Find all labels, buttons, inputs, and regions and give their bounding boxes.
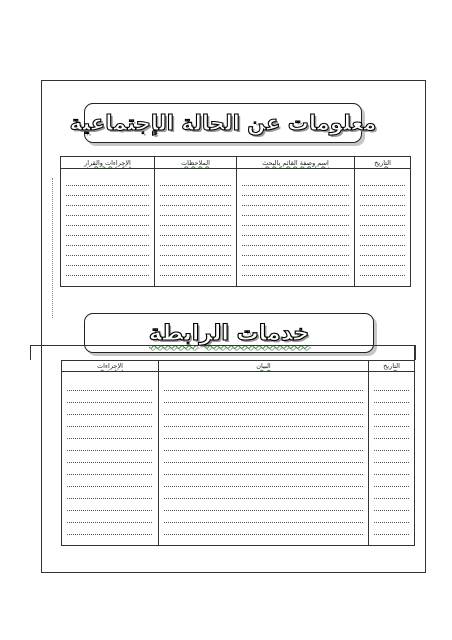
statement-entry-lines[interactable] — [159, 372, 369, 546]
column-header-notes: الملاحظات — [155, 157, 237, 169]
table-row — [62, 372, 415, 546]
actions-entry-lines[interactable] — [61, 169, 155, 287]
column-header-date: التاريخ — [355, 157, 411, 169]
league-services-title: خدمات الرابطة — [148, 320, 310, 346]
column-header-date: التاريخ — [369, 361, 415, 372]
actions-entry-lines[interactable] — [62, 372, 159, 546]
date-entry-lines[interactable] — [369, 372, 415, 546]
column-header-researcher: اسم وصفة القائم بالبحث — [237, 157, 355, 169]
social-status-title-box — [69, 103, 377, 143]
social-status-table — [60, 156, 411, 287]
table-top-strip — [30, 345, 416, 360]
researcher-entry-lines[interactable] — [237, 169, 355, 287]
social-status-title: معلومات عن الحالة الإجتماعية — [69, 111, 377, 135]
table-header-row — [62, 361, 415, 372]
table-header-row — [61, 157, 411, 169]
column-header-actions: الإجراءات — [62, 361, 159, 372]
notes-entry-lines[interactable] — [155, 169, 237, 287]
column-header-statement: البيان — [159, 361, 369, 372]
table-row — [61, 169, 411, 287]
margin-guide — [52, 178, 53, 318]
date-entry-lines[interactable] — [355, 169, 411, 287]
column-header-actions: الإجراءات والقرار — [61, 157, 155, 169]
league-services-table — [61, 360, 415, 546]
